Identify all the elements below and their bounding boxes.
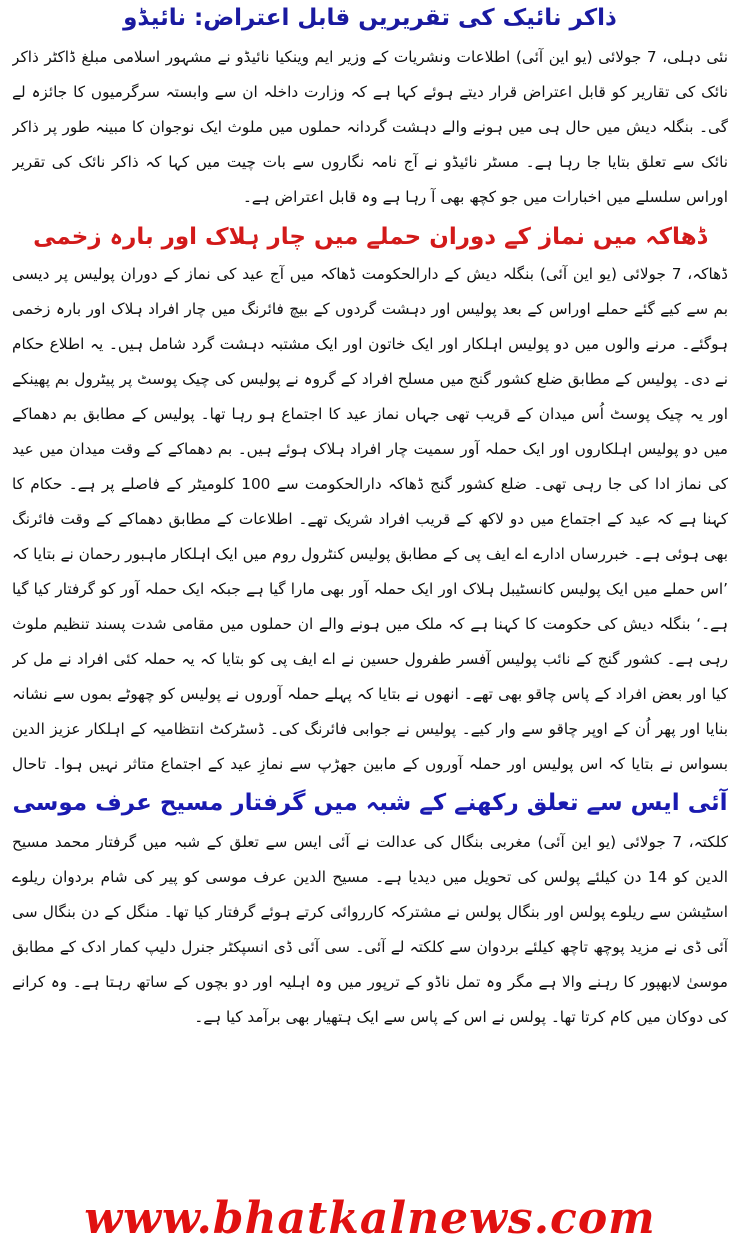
article-3-body: کلکتہ، 7 جولائی (یو این آئی) مغربی بنگال کی عدالت نے آئی ایس سے تعلق کے شبہ میں گرفتار محمد مسیح الدین کو 14 دن کیلئے پولس کی تحویل میں دیدیا ہے۔ مسیح الدین عرف موسی کو پیر کی شام بردوان ریلوے اسٹیشن سے ریلوے پولس اور بنگال پولس نے مشترکہ کارروائی کرتے ہوئے گرفتار کیا تھا۔ منگل کے دن بنگال سی آئی ڈی نے مزید پوچھ تاچھ کیلئے بردوان سے کلکتہ لے آئی۔ سی آئی ڈی انسپکٹر جنرل دلیپ کمار ادک کے مطابق موسیٰ لابھپور کا رہنے والا ہے مگر وہ تمل ناڈو کے ترپور میں وہ اہلیہ اور دو بچوں کے ساتھ رہتا ہے۔ وہ کرانے کی دوکان میں کام کرتا تھا۔ پولس نے اس کے پاس سے ایک ہتھیار بھی برآمد کیا ہے۔ bbox=[12, 833, 728, 1026]
site-url-watermark: www.bhatkalnews.com bbox=[84, 1193, 656, 1244]
article-1-body: نئی دہلی، 7 جولائی (یو این آئی) اطلاعات ونشریات کے وزیر ایم وینکیا نائیڈو نے مشہور اسلامی مبلغ ڈاکٹر ذاکر نائک کی تقاریر کو قابل اعتراض قرار دیتے ہوئے کہا ہے کہ وزارت داخلہ ان سے وابستہ سرگرمیوں کا جائزہ لے گی۔ بنگلہ دیش میں حال ہی میں ہونے والے دہشت گردانہ حملوں میں ملوث ایک نوجوان کا مبینہ طور پر ذاکر نائک سے تعلق بتایا جا رہا ہے۔ مسٹر نائیڈو نے آج نامہ نگاروں سے بات چیت میں کہا کہ ذاکر نائک کی تقریر اوراس سلسلے میں اخبارات میں جو کچھ بھی آ رہا ہے وہ قابل اعتراض ہے۔ bbox=[12, 48, 728, 206]
article-3-headline: آئی ایس سے تعلق رکھنے کے شبہ میں گرفتار مسیح عرف موسی bbox=[12, 790, 728, 816]
article-1-headline: ذاکر نائیک کی تقریریں قابل اعتراض: نائیڈو bbox=[123, 5, 617, 31]
article-2-body: ڈھاکہ، 7 جولائی (یو این آئی) بنگلہ دیش کے دارالحکومت ڈھاکہ میں آج عید کی نماز کے دوران پولیس پر دیسی بم سے کیے گئے حملے اوراس کے بعد پولیس اور دہشت گردوں کے بیچ فائرنگ میں چار افراد ہلاک اور بارہ زخمی ہوگئے۔ مرنے والوں میں دو پولیس اہلکار اور ایک خاتون اور ایک مشتبہ دہشت گرد شامل ہیں۔ یہ اطلاع حکام نے دی۔ پولیس کے مطابق ضلع کشور گنج میں مسلح افراد کے گروہ نے پولیس کی چیک پوسٹ پر پیٹرول بم پھینکے اور یہ چیک پوسٹ اُس میدان کے قریب تھی جہاں نماز عید کا اجتماع ہو رہا تھا۔ پولیس کے مطابق بم دھماکے میں دو پولیس اہلکاروں اور ایک حملہ آور سمیت چار افراد ہلاک ہوئے ہیں۔ بم دھماکے کے وقت میدان میں عید کی نماز ادا کی جا رہی تھی۔ ضلع کشور گنج ڈھاکہ دارالحکومت سے 100 کلومیٹر کے فاصلے پر ہے۔ حکام کا کہنا ہے کہ عید کے اجتماع میں دو لاکھ کے قریب افراد شریک تھے۔ اطلاعات کے مطابق دھماکے کے وقت فائرنگ بھی ہوئی ہے۔ خبررساں ادارے اے ایف پی کے مطابق پولیس کنٹرول روم میں ایک اہلکار ماہبور رحمان نے بتایا کہ ’اس حملے میں ایک پولیس کانسٹیبل ہلاک اور ایک حملہ آور بھی مارا گیا ہے جبکہ ایک حملہ آور کو گرفتار کیا گیا ہے۔‘ بنگلہ دیش کی حکومت کا کہنا ہے کہ ملک میں ہونے والے ان حملوں میں مقامی شدت پسند تنظیم ملوث رہی ہے۔ کشور گنج کے نائب پولیس آفسر طفرول حسین نے اے ایف پی کو بتایا کہ یہ حملہ کئی افراد نے مل کر کیا اور بعض افراد کے پاس چاقو بھی تھے۔ انھوں نے بتایا کہ پہلے حملہ آوروں نے پولیس کو چھوٹے بموں سے نشانہ بنایا اور پھر اُن کے اوپر چاقو سے وار کیے۔ پولیس نے جوابی فائرنگ کی۔ ڈسٹرکٹ انتظامیہ کے اہلکار عزیز الدین بسواس نے بتایا کہ اس پولیس اور حملہ آوروں کے مابین جھڑپ سے نمازِ عید کے اجتماع متاثر نہیں ہوا۔ تاحال bbox=[12, 265, 728, 773]
article-2-headline: ڈھاکہ میں نماز کے دوران حملے میں چار ہلاک اور بارہ زخمی bbox=[33, 224, 707, 250]
news-page bbox=[0, 2, 740, 1253]
